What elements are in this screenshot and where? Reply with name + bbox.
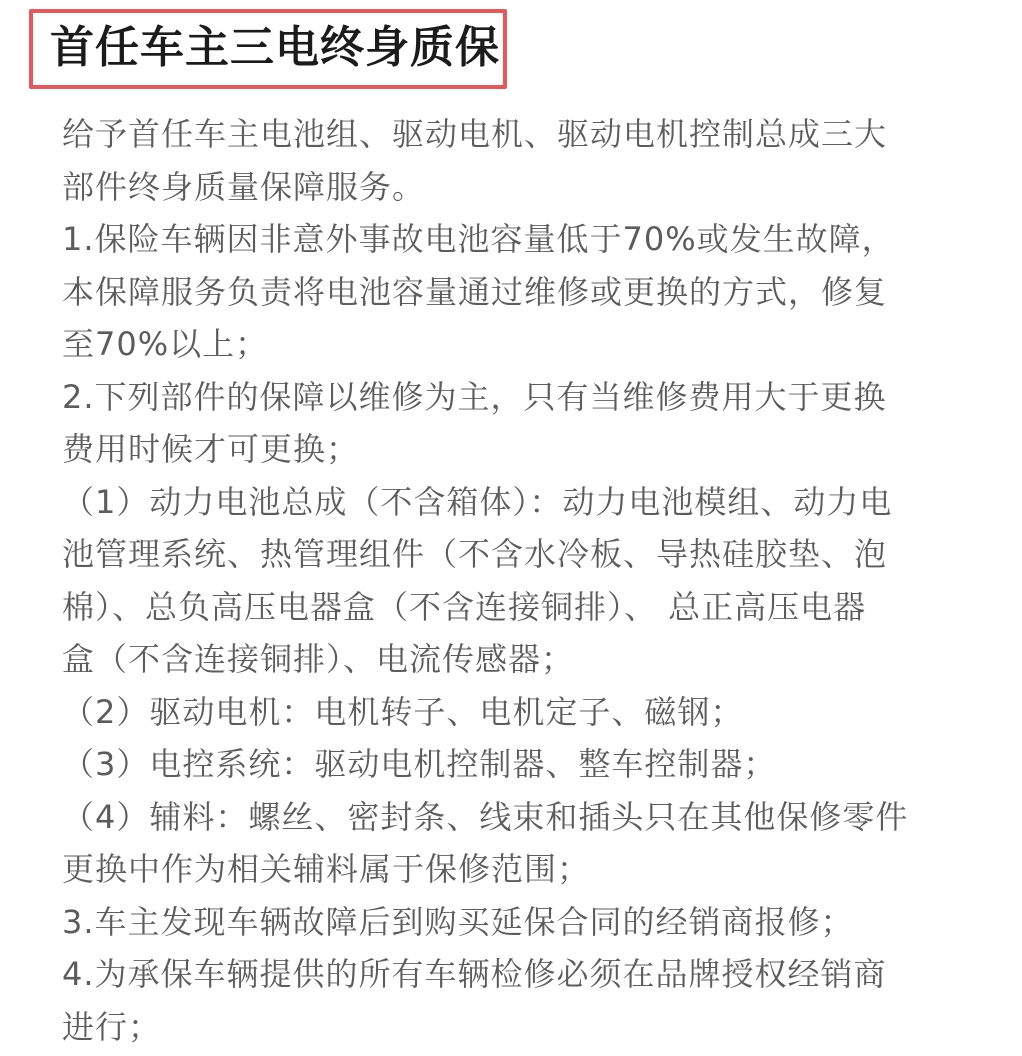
body-line: （4）辅料：螺丝、密封条、线束和插头只在其他保修零件 bbox=[62, 797, 909, 836]
body-line: 更换中作为相关辅料属于保修范围； bbox=[62, 850, 591, 888]
document-title: 首任车主三电终身质保 bbox=[50, 22, 500, 73]
body-line: 棉）、总负高压电器盒（不含连接铜排）、 总正高压电器 bbox=[62, 587, 867, 626]
body-line: 给予首任车主电池组、驱动电机、驱动电机控制总成三大 bbox=[62, 115, 888, 153]
body-line: 池管理系统、热管理组件（不含水冷板、导热硅胶垫、泡 bbox=[62, 535, 888, 573]
body-line: 至70%以上； bbox=[62, 325, 269, 363]
body-line: 部件终身质量保障服务。 bbox=[62, 167, 426, 206]
document-body bbox=[62, 108, 992, 1053]
body-line: 费用时候才可更换； bbox=[62, 430, 360, 468]
body-line: 盒（不含连接铜排）、电流传感器； bbox=[62, 640, 575, 678]
body-line: 本保障服务负责将电池容量通过维修或更换的方式，修复 bbox=[62, 272, 888, 311]
body-line: 4.为承保车辆提供的所有车辆检修必须在品牌授权经销商 bbox=[62, 955, 887, 993]
body-line: （3）电控系统：驱动电机控制器、整车控制器； bbox=[62, 745, 777, 783]
body-line: 2.下列部件的保障以维修为主，只有当维修费用大于更换 bbox=[62, 377, 887, 416]
body-line: 进行； bbox=[62, 1007, 162, 1046]
body-line: （1）动力电池总成（不含箱体）：动力电池模组、动力电 bbox=[62, 482, 893, 521]
body-line: （2）驱动电机：电机转子、电机定子、磁钢； bbox=[62, 692, 744, 731]
body-line: 3.车主发现车辆故障后到购买延保合同的经销商报修； bbox=[62, 902, 854, 941]
body-line: 1.保险车辆因非意外事故电池容量低于70%或发生故障， bbox=[62, 220, 895, 258]
